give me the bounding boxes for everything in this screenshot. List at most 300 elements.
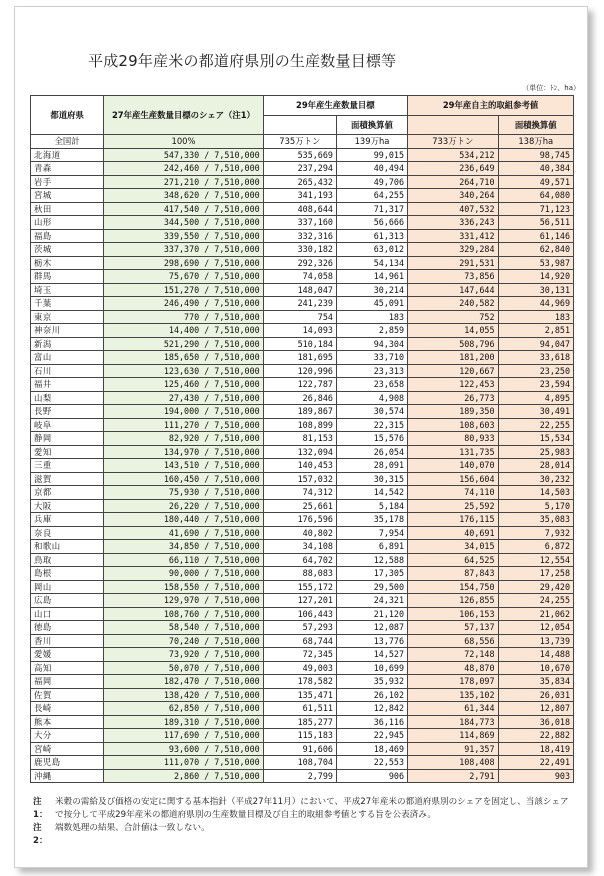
prefecture-name: 山梨 — [31, 391, 104, 405]
ref-area: 17,258 — [498, 567, 573, 581]
prefecture-name: 大阪 — [31, 499, 104, 513]
target-tons: 135,471 — [263, 688, 336, 702]
share-value: 125,460 / 7,510,000 — [104, 378, 263, 392]
prefecture-name: 愛媛 — [31, 648, 104, 662]
table-row — [31, 243, 574, 257]
target-area: 63,012 — [336, 243, 407, 257]
prefecture-name: 長崎 — [31, 702, 104, 716]
target-tons: 341,193 — [263, 189, 336, 203]
prefecture-name: 愛知 — [31, 445, 104, 459]
table-row — [31, 310, 574, 324]
share-value: 41,690 / 7,510,000 — [104, 526, 263, 540]
table-row — [31, 499, 574, 513]
target-tons: 61,511 — [263, 702, 336, 716]
prefecture-name: 石川 — [31, 364, 104, 378]
table-row — [31, 607, 574, 621]
target-tons: 74,312 — [263, 486, 336, 500]
target-tons: 754 — [263, 310, 336, 324]
target-tons: 265,432 — [263, 175, 336, 189]
ref-area: 15,534 — [498, 432, 573, 446]
share-value: 158,550 / 7,510,000 — [104, 580, 263, 594]
target-tons: 122,787 — [263, 378, 336, 392]
target-tons: 157,032 — [263, 472, 336, 486]
target-area: 18,469 — [336, 742, 407, 756]
ref-area: 98,745 — [498, 148, 573, 162]
header-area-equiv-target: 面積換算値 — [336, 115, 407, 135]
ref-area: 12,054 — [498, 621, 573, 635]
ref-area: 14,503 — [498, 486, 573, 500]
ref-area: 23,250 — [498, 364, 573, 378]
target-tons: 332,316 — [263, 229, 336, 243]
ref-tons: 61,344 — [408, 702, 498, 716]
prefecture-name: 茨城 — [31, 243, 104, 257]
ref-area: 183 — [498, 310, 573, 324]
target-tons: 510,184 — [263, 337, 336, 351]
table-row — [31, 337, 574, 351]
ref-tons: 64,525 — [408, 553, 498, 567]
table-row — [31, 553, 574, 567]
target-area: 30,315 — [336, 472, 407, 486]
target-area: 24,321 — [336, 594, 407, 608]
prefecture-name: 福岡 — [31, 675, 104, 689]
table-row — [31, 229, 574, 243]
target-tons: 108,899 — [263, 418, 336, 432]
target-tons: 176,596 — [263, 513, 336, 527]
target-area: 15,576 — [336, 432, 407, 446]
target-area: 28,091 — [336, 459, 407, 473]
target-tons: 330,182 — [263, 243, 336, 257]
ref-tons: 120,667 — [408, 364, 498, 378]
prefecture-name: 佐賀 — [31, 688, 104, 702]
note-2 — [33, 822, 573, 848]
table-row — [31, 324, 574, 338]
note-1-text: 米穀の需給及び価格の安定に関する基本指針（平成27年11月）において、平成27年産米の都道府県別のシェアを固定し、当該シェアで按分して平成29年産米の都道府県別の生産数量目標及び自主的取組参考値とする旨を公表済み。 — [55, 797, 569, 820]
ref-tons: 34,015 — [408, 540, 498, 554]
target-tons: 91,606 — [263, 742, 336, 756]
target-area: 12,087 — [336, 621, 407, 635]
target-tons: 241,239 — [263, 297, 336, 311]
ref-area: 903 — [498, 769, 573, 783]
ref-tons: 74,110 — [408, 486, 498, 500]
table-row — [31, 486, 574, 500]
target-area: 35,932 — [336, 675, 407, 689]
share-value: 26,220 / 7,510,000 — [104, 499, 263, 513]
share-value: 108,760 / 7,510,000 — [104, 607, 263, 621]
notes — [33, 796, 573, 848]
target-area: 4,908 — [336, 391, 407, 405]
target-area: 21,120 — [336, 607, 407, 621]
rice-production-table — [30, 95, 574, 783]
note-2-label: 注2： — [33, 823, 48, 846]
ref-tons: 508,796 — [408, 337, 498, 351]
share-value: 344,500 / 7,510,000 — [104, 216, 263, 230]
share-value: 189,310 / 7,510,000 — [104, 715, 263, 729]
share-value: 93,600 / 7,510,000 — [104, 742, 263, 756]
share-value: 134,970 / 7,510,000 — [104, 445, 263, 459]
total-row — [31, 135, 574, 149]
target-tons: 68,744 — [263, 634, 336, 648]
prefecture-name: 島根 — [31, 567, 104, 581]
ref-area: 29,420 — [498, 580, 573, 594]
share-value: 27,430 / 7,510,000 — [104, 391, 263, 405]
table-row — [31, 202, 574, 216]
target-area: 17,305 — [336, 567, 407, 581]
share-value: 75,670 / 7,510,000 — [104, 270, 263, 284]
prefecture-name: 群馬 — [31, 270, 104, 284]
ref-area: 62,840 — [498, 243, 573, 257]
ref-tons: 131,735 — [408, 445, 498, 459]
target-area: 22,315 — [336, 418, 407, 432]
table-row — [31, 526, 574, 540]
share-value: 185,650 / 7,510,000 — [104, 351, 263, 365]
total-ref-ha: 138万ha — [498, 135, 573, 149]
ref-tons: 331,412 — [408, 229, 498, 243]
ref-area: 28,014 — [498, 459, 573, 473]
share-value: 138,420 / 7,510,000 — [104, 688, 263, 702]
share-value: 117,690 / 7,510,000 — [104, 729, 263, 743]
prefecture-name: 岐阜 — [31, 418, 104, 432]
target-tons: 185,277 — [263, 715, 336, 729]
target-area: 30,214 — [336, 283, 407, 297]
ref-area: 22,255 — [498, 418, 573, 432]
target-area: 5,184 — [336, 499, 407, 513]
table-row — [31, 378, 574, 392]
target-area: 12,588 — [336, 553, 407, 567]
target-tons: 2,799 — [263, 769, 336, 783]
table-row — [31, 189, 574, 203]
target-tons: 140,453 — [263, 459, 336, 473]
share-value: 417,540 / 7,510,000 — [104, 202, 263, 216]
ref-tons: 48,870 — [408, 661, 498, 675]
table-row — [31, 661, 574, 675]
header-production-target: 29年産生産数量目標 — [263, 96, 407, 116]
ref-area: 14,920 — [498, 270, 573, 284]
prefecture-name: 千葉 — [31, 297, 104, 311]
header-area-equiv-ref: 面積換算値 — [498, 115, 573, 135]
target-tons: 120,996 — [263, 364, 336, 378]
share-value: 298,690 / 7,510,000 — [104, 256, 263, 270]
ref-tons: 108,603 — [408, 418, 498, 432]
prefecture-name: 高知 — [31, 661, 104, 675]
ref-tons: 122,453 — [408, 378, 498, 392]
ref-area: 53,987 — [498, 256, 573, 270]
note-1 — [33, 796, 573, 822]
share-value: 90,000 / 7,510,000 — [104, 567, 263, 581]
ref-tons: 40,691 — [408, 526, 498, 540]
ref-area: 35,834 — [498, 675, 573, 689]
target-tons: 535,669 — [263, 148, 336, 162]
prefecture-name: 東京 — [31, 310, 104, 324]
target-area: 12,842 — [336, 702, 407, 716]
prefecture-name: 福井 — [31, 378, 104, 392]
ref-tons: 240,582 — [408, 297, 498, 311]
prefecture-name: 沖縄 — [31, 769, 104, 783]
ref-tons: 534,212 — [408, 148, 498, 162]
target-tons: 181,695 — [263, 351, 336, 365]
ref-tons: 72,148 — [408, 648, 498, 662]
table-row — [31, 472, 574, 486]
share-value: 14,400 / 7,510,000 — [104, 324, 263, 338]
share-value: 111,270 / 7,510,000 — [104, 418, 263, 432]
target-area: 54,134 — [336, 256, 407, 270]
table-row — [31, 364, 574, 378]
ref-area: 22,491 — [498, 756, 573, 770]
prefecture-name: 宮崎 — [31, 742, 104, 756]
prefecture-name: 北海道 — [31, 148, 104, 162]
table-row — [31, 148, 574, 162]
ref-area: 64,080 — [498, 189, 573, 203]
ref-area: 12,807 — [498, 702, 573, 716]
ref-tons: 80,933 — [408, 432, 498, 446]
share-value: 70,240 / 7,510,000 — [104, 634, 263, 648]
ref-area: 22,882 — [498, 729, 573, 743]
ref-area: 6,872 — [498, 540, 573, 554]
total-ref-t: 733万トン — [408, 135, 498, 149]
target-area: 14,527 — [336, 648, 407, 662]
header-blank-target — [263, 115, 336, 135]
prefecture-name: 青森 — [31, 162, 104, 176]
table-row — [31, 162, 574, 176]
prefecture-name: 岡山 — [31, 580, 104, 594]
prefecture-name: 福島 — [31, 229, 104, 243]
ref-area: 13,739 — [498, 634, 573, 648]
table-row — [31, 580, 574, 594]
ref-tons: 154,750 — [408, 580, 498, 594]
target-area: 14,542 — [336, 486, 407, 500]
table-row — [31, 729, 574, 743]
table-row — [31, 418, 574, 432]
header-share: 27年産生産数量目標のシェア（注1） — [104, 96, 263, 135]
target-tons: 337,160 — [263, 216, 336, 230]
ref-tons: 57,137 — [408, 621, 498, 635]
ref-area: 12,554 — [498, 553, 573, 567]
table-row — [31, 513, 574, 527]
table-row — [31, 405, 574, 419]
share-value: 194,000 / 7,510,000 — [104, 405, 263, 419]
unit-label: （単位：ﾄﾝ、ha） — [522, 84, 580, 92]
table-row — [31, 351, 574, 365]
target-area: 61,313 — [336, 229, 407, 243]
table-row — [31, 702, 574, 716]
table-row — [31, 256, 574, 270]
ref-area: 61,146 — [498, 229, 573, 243]
prefecture-name: 富山 — [31, 351, 104, 365]
ref-area: 30,491 — [498, 405, 573, 419]
target-area: 33,710 — [336, 351, 407, 365]
share-value: 547,330 / 7,510,000 — [104, 148, 263, 162]
target-area: 94,304 — [336, 337, 407, 351]
note-1-label: 注1： — [33, 797, 48, 820]
ref-area: 18,419 — [498, 742, 573, 756]
ref-tons: 184,773 — [408, 715, 498, 729]
total-label: 全国計 — [31, 135, 104, 149]
ref-tons: 291,531 — [408, 256, 498, 270]
page-title: 平成29年産米の都道府県別の生産数量目標等 — [88, 52, 397, 70]
target-area: 22,945 — [336, 729, 407, 743]
target-tons: 155,172 — [263, 580, 336, 594]
ref-area: 24,255 — [498, 594, 573, 608]
prefecture-name: 奈良 — [31, 526, 104, 540]
ref-area: 56,511 — [498, 216, 573, 230]
target-area: 2,859 — [336, 324, 407, 338]
target-tons: 64,702 — [263, 553, 336, 567]
prefecture-name: 新潟 — [31, 337, 104, 351]
total-target-ha: 139万ha — [336, 135, 407, 149]
prefecture-name: 秋田 — [31, 202, 104, 216]
target-tons: 57,293 — [263, 621, 336, 635]
ref-tons: 181,200 — [408, 351, 498, 365]
prefecture-name: 栃木 — [31, 256, 104, 270]
prefecture-name: 岩手 — [31, 175, 104, 189]
ref-area: 7,932 — [498, 526, 573, 540]
share-value: 111,070 / 7,510,000 — [104, 756, 263, 770]
table-row — [31, 621, 574, 635]
share-value: 242,460 / 7,510,000 — [104, 162, 263, 176]
target-tons: 108,704 — [263, 756, 336, 770]
target-tons: 115,183 — [263, 729, 336, 743]
target-tons: 74,058 — [263, 270, 336, 284]
ref-area: 30,131 — [498, 283, 573, 297]
target-tons: 148,047 — [263, 283, 336, 297]
ref-tons: 87,843 — [408, 567, 498, 581]
ref-tons: 156,604 — [408, 472, 498, 486]
ref-area: 14,488 — [498, 648, 573, 662]
ref-tons: 147,644 — [408, 283, 498, 297]
table-row — [31, 432, 574, 446]
ref-area: 49,571 — [498, 175, 573, 189]
share-value: 82,920 / 7,510,000 — [104, 432, 263, 446]
table-row — [31, 756, 574, 770]
target-tons: 49,003 — [263, 661, 336, 675]
target-area: 56,666 — [336, 216, 407, 230]
target-tons: 26,846 — [263, 391, 336, 405]
table-row — [31, 175, 574, 189]
target-tons: 14,093 — [263, 324, 336, 338]
target-area: 23,658 — [336, 378, 407, 392]
table-row — [31, 634, 574, 648]
prefecture-name: 山口 — [31, 607, 104, 621]
prefecture-name: 鹿児島 — [31, 756, 104, 770]
ref-area: 71,123 — [498, 202, 573, 216]
table-row — [31, 540, 574, 554]
ref-tons: 135,102 — [408, 688, 498, 702]
table-row — [31, 594, 574, 608]
share-value: 62,850 / 7,510,000 — [104, 702, 263, 716]
table-row — [31, 715, 574, 729]
prefecture-name: 三重 — [31, 459, 104, 473]
target-area: 40,494 — [336, 162, 407, 176]
total-target-t: 735万トン — [263, 135, 336, 149]
ref-tons: 91,357 — [408, 742, 498, 756]
ref-tons: 108,408 — [408, 756, 498, 770]
target-area: 7,954 — [336, 526, 407, 540]
share-value: 143,510 / 7,510,000 — [104, 459, 263, 473]
table-row — [31, 297, 574, 311]
target-area: 99,015 — [336, 148, 407, 162]
ref-tons: 329,284 — [408, 243, 498, 257]
table-row — [31, 567, 574, 581]
share-value: 151,270 / 7,510,000 — [104, 283, 263, 297]
ref-tons: 340,264 — [408, 189, 498, 203]
target-tons: 408,644 — [263, 202, 336, 216]
share-value: 75,930 / 7,510,000 — [104, 486, 263, 500]
ref-tons: 14,055 — [408, 324, 498, 338]
target-area: 26,054 — [336, 445, 407, 459]
table-row — [31, 742, 574, 756]
share-value: 2,860 / 7,510,000 — [104, 769, 263, 783]
header-prefecture: 都道府県 — [31, 96, 104, 135]
prefecture-name: 和歌山 — [31, 540, 104, 554]
target-area: 64,255 — [336, 189, 407, 203]
ref-area: 94,047 — [498, 337, 573, 351]
prefecture-name: 埼玉 — [31, 283, 104, 297]
target-tons: 88,083 — [263, 567, 336, 581]
ref-area: 26,031 — [498, 688, 573, 702]
target-tons: 237,294 — [263, 162, 336, 176]
ref-tons: 178,097 — [408, 675, 498, 689]
share-value: 271,210 / 7,510,000 — [104, 175, 263, 189]
ref-area: 21,062 — [498, 607, 573, 621]
prefecture-name: 鳥取 — [31, 553, 104, 567]
ref-area: 33,618 — [498, 351, 573, 365]
ref-tons: 26,773 — [408, 391, 498, 405]
target-area: 36,116 — [336, 715, 407, 729]
prefecture-name: 京都 — [31, 486, 104, 500]
ref-tons: 73,856 — [408, 270, 498, 284]
ref-tons: 752 — [408, 310, 498, 324]
header-reference: 29年産自主的取組参考値 — [408, 96, 574, 116]
target-area: 45,091 — [336, 297, 407, 311]
target-tons: 132,094 — [263, 445, 336, 459]
total-share: 100% — [104, 135, 263, 149]
target-tons: 34,108 — [263, 540, 336, 554]
ref-area: 5,170 — [498, 499, 573, 513]
prefecture-name: 熊本 — [31, 715, 104, 729]
ref-tons: 140,070 — [408, 459, 498, 473]
share-value: 182,470 / 7,510,000 — [104, 675, 263, 689]
target-area: 22,553 — [336, 756, 407, 770]
ref-tons: 25,592 — [408, 499, 498, 513]
target-tons: 189,867 — [263, 405, 336, 419]
share-value: 50,070 / 7,510,000 — [104, 661, 263, 675]
ref-area: 25,983 — [498, 445, 573, 459]
target-area: 26,102 — [336, 688, 407, 702]
ref-area: 44,969 — [498, 297, 573, 311]
table-row — [31, 688, 574, 702]
target-area: 183 — [336, 310, 407, 324]
target-tons: 106,443 — [263, 607, 336, 621]
table-row — [31, 675, 574, 689]
prefecture-name: 神奈川 — [31, 324, 104, 338]
table-row — [31, 459, 574, 473]
share-value: 66,110 / 7,510,000 — [104, 553, 263, 567]
ref-tons: 264,710 — [408, 175, 498, 189]
prefecture-name: 兵庫 — [31, 513, 104, 527]
ref-area: 35,083 — [498, 513, 573, 527]
ref-tons: 126,855 — [408, 594, 498, 608]
target-area: 14,961 — [336, 270, 407, 284]
ref-area: 40,384 — [498, 162, 573, 176]
table-row — [31, 283, 574, 297]
target-tons: 81,153 — [263, 432, 336, 446]
prefecture-name: 宮城 — [31, 189, 104, 203]
target-area: 13,776 — [336, 634, 407, 648]
share-value: 34,850 / 7,510,000 — [104, 540, 263, 554]
table-row — [31, 648, 574, 662]
ref-area: 23,594 — [498, 378, 573, 392]
ref-area: 30,232 — [498, 472, 573, 486]
share-value: 348,620 / 7,510,000 — [104, 189, 263, 203]
